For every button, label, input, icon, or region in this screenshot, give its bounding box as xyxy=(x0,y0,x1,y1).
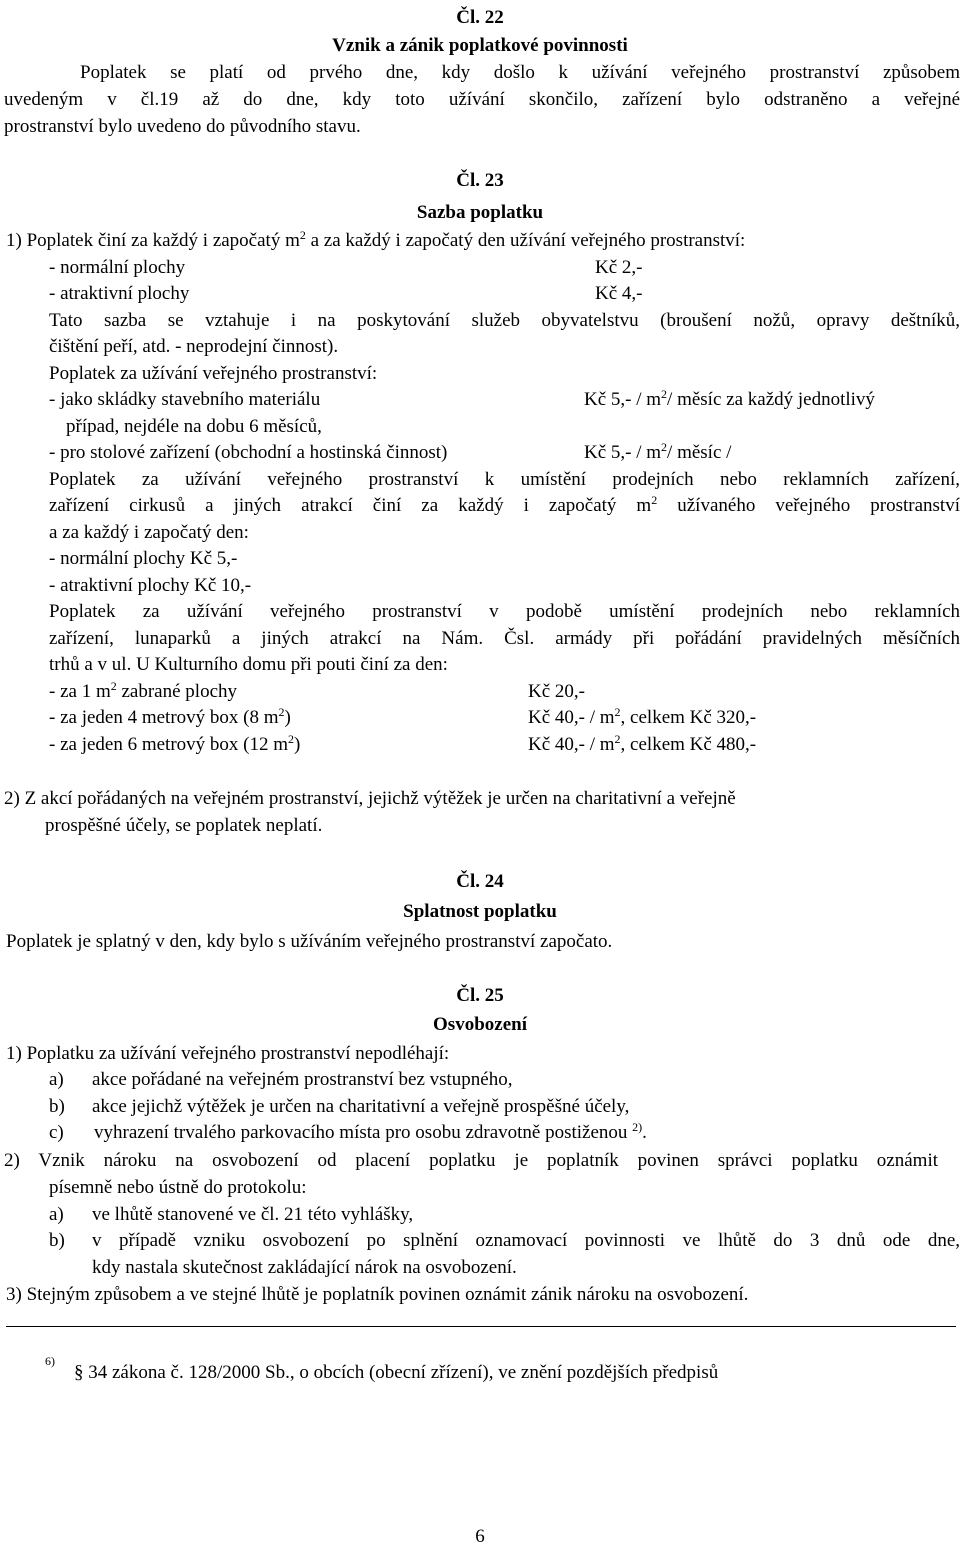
article-25-title: Osvobození xyxy=(433,1014,527,1035)
fair-line-2: zařízení, lunaparků a jiných atrakcí na Nám. Čsl. armády při pořádání pravidelných měsíčních xyxy=(49,628,960,649)
fair-line-3: trhů a v ul. U Kulturního domu při pouti činí za den: xyxy=(49,654,448,675)
article-22-text-line-3: prostranství bylo uvedeno do původního stavu. xyxy=(4,116,361,137)
exemption-a-label: a) xyxy=(49,1069,64,1090)
article-23-number: Čl. 23 xyxy=(456,170,504,191)
claim-b-label: b) xyxy=(49,1230,65,1251)
article-22-text-line-2: uvedeným v čl.19 až do dne, kdy toto užívání skončilo, zařízení bylo odstraněno a veřejné xyxy=(4,89,960,110)
article-22-number: Čl. 22 xyxy=(456,7,504,28)
article-25-number: Čl. 25 xyxy=(456,985,504,1006)
fair-item-1-rate: Kč 20,- xyxy=(528,681,585,702)
footnote-text: § 34 zákona č. 128/2000 Sb., o obcích (obecní zřízení), ve znění pozdějších předpisů xyxy=(74,1362,719,1383)
fair-line-1: Poplatek za užívání veřejného prostranství v podobě umístění prodejních nebo reklamních xyxy=(49,601,960,622)
footnote-mark: 6) xyxy=(45,1354,55,1368)
claim-notice-line-1: 2) Vznik nároku na osvobození od placení poplatku je poplatník povinen správci poplatku oznámit xyxy=(4,1150,938,1171)
attractive-area-label: - atraktivní plochy xyxy=(49,283,190,304)
article-24-number: Čl. 24 xyxy=(456,871,504,892)
attractive-area-rate: Kč 4,- xyxy=(595,283,643,304)
fair-item-2-label: - za jeden 4 metrový box (8 $m^2$) xyxy=(49,705,291,728)
exemption-intro: 1) Poplatku za užívání veřejného prostranství nepodléhají: xyxy=(6,1043,450,1064)
claim-notice-line-2: písemně nebo ústně do protokolu: xyxy=(49,1177,307,1198)
sale-line-2: zařízení cirkusů a jiných atrakcí činí za každý i započatý $m^2$ užívaného veřejného prostranství xyxy=(49,493,960,516)
claim-b-line-2: kdy nastala skutečnost zakládající nárok na osvobození. xyxy=(92,1257,517,1278)
claim-b-line-1: v případě vzniku osvobození po splnění oznamovací povinnosti ve lhůtě do 3 dnů ode dne, xyxy=(92,1230,960,1251)
table-rate: Kč $5,- / m^2/$ měsíc / xyxy=(584,440,732,463)
exemption-c-label: c) xyxy=(49,1122,64,1143)
exemption-a-text: akce pořádané na veřejném prostranství bez vstupného, xyxy=(92,1069,513,1090)
article-24-title: Splatnost poplatku xyxy=(403,901,557,922)
article-23-title: Sazba poplatku xyxy=(416,202,544,223)
scope-line-1: Tato sazba se vztahuje i na poskytování služeb obyvatelstvu (broušení nožů, opravy deštníků, xyxy=(49,310,960,331)
page-number: 6 xyxy=(475,1526,485,1547)
normal-area-rate: Kč 2,- xyxy=(595,257,643,278)
charity-exemption-line-1: 2) Z akcí pořádaných na veřejném prostranství, jejichž výtěžek je určen na charitativní a veřejně xyxy=(4,788,736,809)
table-label: - pro stolové zařízení (obchodní a hostinská činnost) xyxy=(49,442,448,463)
normal-area-label: - normální plochy xyxy=(49,257,186,278)
scope-line-2: čištění peří, atd. - neprodejní činnost). xyxy=(49,336,339,357)
exemption-b-text: akce jejichž výtěžek je určen na charitativní a veřejně prospěšné účely, xyxy=(92,1096,630,1117)
fair-item-2-rate: Kč $40,- / m^2$, celkem Kč 320,- xyxy=(528,705,757,728)
footnote-separator xyxy=(6,1326,956,1327)
claim-a-text: ve lhůtě stanovené ve čl. 21 této vyhlášky, xyxy=(92,1204,414,1225)
termination-notice: 3) Stejným způsobem a ve stejné lhůtě je poplatník povinen oznámit zánik nároku na osvobození. xyxy=(6,1284,749,1305)
sale-normal-rate: - normální plochy Kč 5,- xyxy=(49,548,238,569)
sale-line-1: Poplatek za užívání veřejného prostranství k umístění prodejních nebo reklamních zařízení, xyxy=(49,469,960,490)
fair-item-1-label: - za 1 $m^2$ zabrané plochy xyxy=(49,679,238,702)
rate-paragraph-1: 1) Poplatek činí za každý i započatý $m^2$ a za každý i započatý den užívání veřejného prostranství: xyxy=(6,228,746,251)
article-22-title: Vznik a zánik poplatkové povinnosti xyxy=(332,35,628,56)
storage-rate: Kč $5,- / m^2/$ měsíc za každý jednotlivý xyxy=(584,387,875,410)
storage-continuation: případ, nejdéle na dobu 6 měsíců, xyxy=(66,416,322,437)
exemption-b-label: b) xyxy=(49,1096,65,1117)
fair-item-3-rate: Kč $40,- / m^2$, celkem Kč 480,- xyxy=(528,732,757,755)
sale-line-3: a za každý i započatý den: xyxy=(49,522,249,543)
exemption-c-text: vyhrazení trvalého parkovacího místa pro osobu zdravotně postiženou $^{2)}$. xyxy=(94,1120,647,1143)
use-intro: Poplatek za užívání veřejného prostranství: xyxy=(49,363,378,384)
article-22-text-line-1: Poplatek se platí od prvého dne, kdy došlo k užívání veřejného prostranství způsobem xyxy=(80,62,960,83)
charity-exemption-line-2: prospěšné účely, se poplatek neplatí. xyxy=(45,815,323,836)
storage-label: - jako skládky stavebního materiálu xyxy=(49,389,321,410)
claim-a-label: a) xyxy=(49,1204,64,1225)
sale-attractive-rate: - atraktivní plochy Kč 10,- xyxy=(49,575,252,596)
fair-item-3-label: - za jeden 6 metrový box (12 $m^2$) xyxy=(49,732,301,755)
article-24-text: Poplatek je splatný v den, kdy bylo s užíváním veřejného prostranství započato. xyxy=(6,931,613,952)
